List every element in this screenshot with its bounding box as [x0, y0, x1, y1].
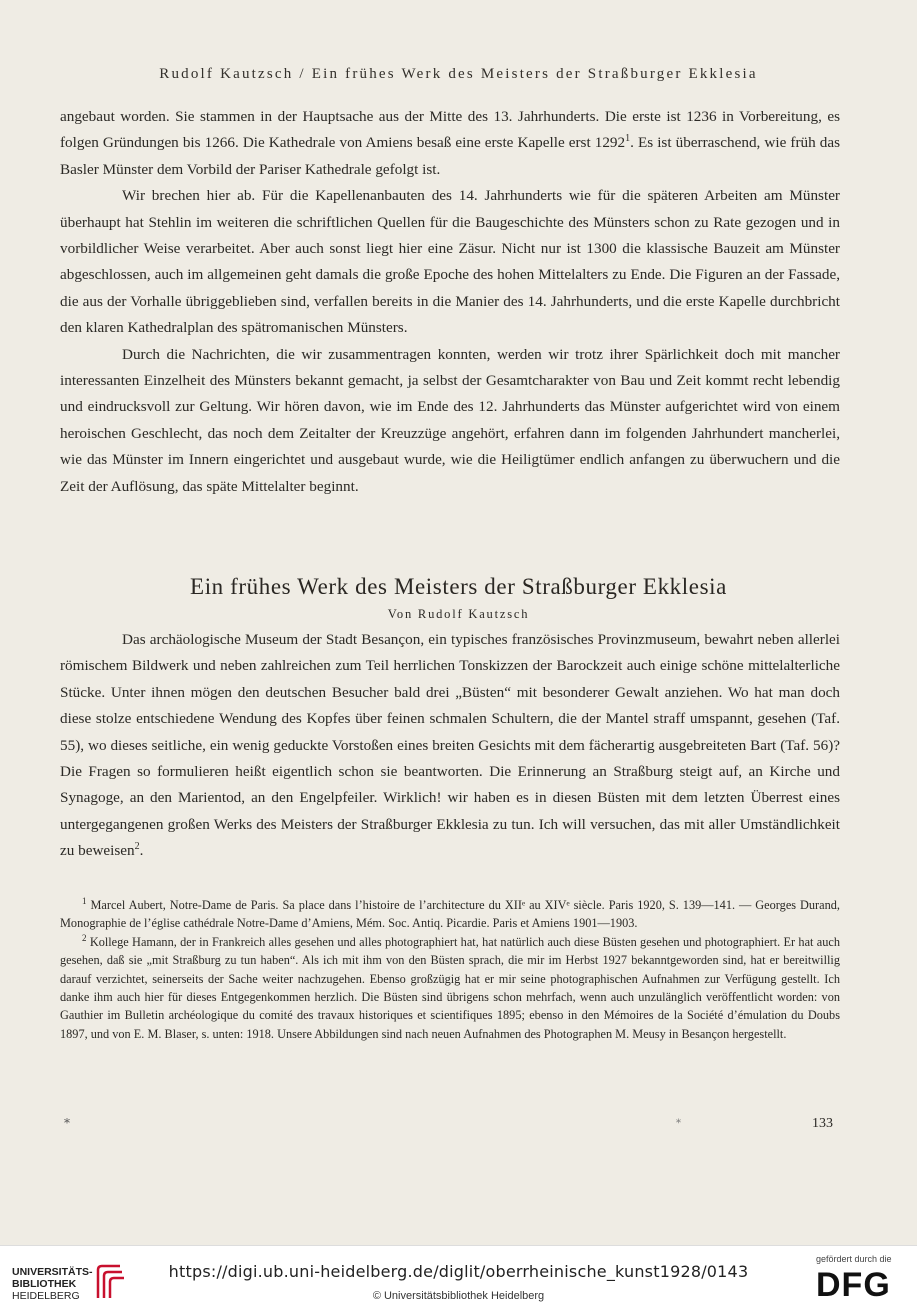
intro-paragraph: Wir brechen hier ab. Für die Kapellenanbauten des 14. Jahrhunderts wie für die späteren Arbeiten am Münster überhaupt hat Stehlin im weiteren die schriftlichen Quellen für die Baugeschichte des Münsters schon zu Rate gezogen und in vorbildlicher Weise verarbeitet. Aber auch sonst liegt hier eine Zäsur. Nicht nur ist 1300 die klassische Bauzeit am Münster abgeschlossen, auch im allgemeinen geht damals die große Epoche des hohen Mittelalters zu Ende. Die Figuren an der Fassade, die aus der Vorhalle übriggeblieben sind, verfallen bereits in die Manier des 14. Jahrhunderts, und die erste Kapelle durchbricht den klaren Kathedralplan des spätromanischen Münsters. — [60, 187, 840, 337]
footnote-ref[interactable]: 1 — [625, 133, 631, 145]
permalink-url[interactable]: https://digi.ub.uni-heidelberg.de/diglit/oberrheinische_kunst1928/0143 — [168, 1262, 749, 1281]
footnote: $^2$ Kollege Hamann, der in Frankreich alles gesehen und alles photographiert hat, hat natürlich auch diese Büsten gesehen und photographiert. Er hat auch gesehen, daß sie „mit Straßburg zu tun haben“. Als ich mit ihm von den Büsten sprach, die mir im Herbst 1927 bekanntgeworden sind, hat er bereitwillig darauf verzichtet, seinerseits der Sache weiter nachzugehen. Ebenso großzügig hat er mir seine photographischen Aufnahmen zur Verfügung gestellt. Ich danke ihm auch hier für dieses Entgegenkommen herzlich. Die Büsten sind übrigens schon mehrfach, wenn auch unzulänglich veröffentlicht worden: von Gauthier im Bulletin archéologique du comité des travaux historiques et scientifiques 1895; ebenso in den Mémoires de la Société d’émulation du Doubs 1897, und von E. M. Blaser, s. unten: 1918. Unsere Abbildungen sind nach neuen Aufnahmen des Photographen M. Meusy in Besançon hergestellt. — [60, 932, 840, 1041]
footnote: $^1$ Marcel Aubert, Notre-Dame de Paris. Sa place dans l’histoire de l’architecture du XIIᵉ au XIVᵉ siècle. Paris 1920, S. 139—141. — Georges Durand, Monographie de l’église cathédrale Notre-Dame d’Amiens, Mém. Soc. Antiq. Picardie. Paris et Amiens 1901—1903. — [60, 896, 840, 931]
footnotes — [60, 896, 840, 1043]
viewer-footer — [0, 1245, 917, 1314]
dfg-logo[interactable]: DFG — [816, 1266, 891, 1304]
signature-mark: * — [64, 1116, 70, 1130]
intro-paragraph: angebaut worden. Sie stammen in der Hauptsache aus der Mitte des 13. Jahrhunderts. Die erste ist 1236 in Vorbereitung, es folgen Gründungen bis 1266. Die Kathedrale von Amiens besaß eine erste Kapelle erst 1292$^1$. Es ist überraschend, wie früh das Basler Münster dem Vorbild der Pariser Kathedrale gefolgt ist. — [60, 108, 840, 178]
running-head: Rudolf Kautzsch / Ein frühes Werk des Meisters der Straßburger Ekklesia — [159, 66, 758, 82]
intro-paragraph: Durch die Nachrichten, die wir zusammentragen konnten, werden wir trotz ihrer Spärlichkeit doch mit mancher interessanten Einzelheit des Münsters bekannt gemacht, ja selbst der Gesamtcharakter von Bau und Zeit kommt recht lebendig und eindrucksvoll zur Geltung. Wir hören davon, wie im Ende des 12. Jahrhunderts das Münster aufgerichtet wird von einem heroischen Geschlecht, das noch dem Zeitalter der Kreuzzüge angehört, erfahren dann im folgenden Jahrhundert mancherlei, wie das Münster im Innern eingerichtet und ausgebaut wurde, wie die Heiligtümer endlich anfangen zu überwuchern und die Zeit der Auflösung, das späte Mittelalter beginnt. — [60, 345, 840, 495]
footnote-ref[interactable]: 2 — [134, 841, 140, 853]
page-number: 133 — [812, 1116, 833, 1131]
library-logo[interactable]: UNIVERSITÄTS- BIBLIOTHEK HEIDELBERG — [12, 1266, 93, 1302]
dfg-caption: gefördert durch die — [816, 1254, 892, 1264]
article-title: Ein frühes Werk des Meisters der Straßburger Ekklesia — [190, 574, 727, 599]
article-paragraph: Das archäologische Museum der Stadt Besançon, ein typisches französisches Provinzmuseum, bewahrt neben allerlei römischem Bildwerk und neben zahlreichen zum Teil herrlichen Tonskizzen der Barockzeit auch einige schöne mittelalterliche Stücke. Unter ihnen mögen den deutschen Besucher bald drei „Büsten“ mit besonderer Gewalt anziehen. Wo hat man doch diese stolze entschiedene Wendung des Kopfes über feinen schmalen Schultern, die der Mantel straff umspannt, gesehen (Taf. 55), wo dieses seitliche, ein wenig geduckte Vorstoßen eines breiten Gesichts mit dem fächerartig ausgebreiteten Bart (Taf. 56)? Die Fragen so formulieren heißt eigentlich schon sie beantworten. Die Erinnerung an Straßburg steigt auf, an Kirche und Synagoge, an den Marientod, an den Engelpfeiler. Wirklich! wir haben es in diesen Büsten mit dem letzten Überrest eines untergegangenen großen Werks des Meisters der Straßburger Ekklesia zu tun. Ich will versuchen, das mit aller Umständlichkeit zu beweisen$^2$. — [60, 631, 840, 860]
intro-text — [60, 104, 840, 500]
copyright-notice: © Universitätsbibliothek Heidelberg — [372, 1290, 545, 1302]
signature-mark: * — [676, 1118, 681, 1129]
article-byline: Von Rudolf Kautzsch — [387, 607, 530, 621]
article-text — [60, 627, 840, 865]
